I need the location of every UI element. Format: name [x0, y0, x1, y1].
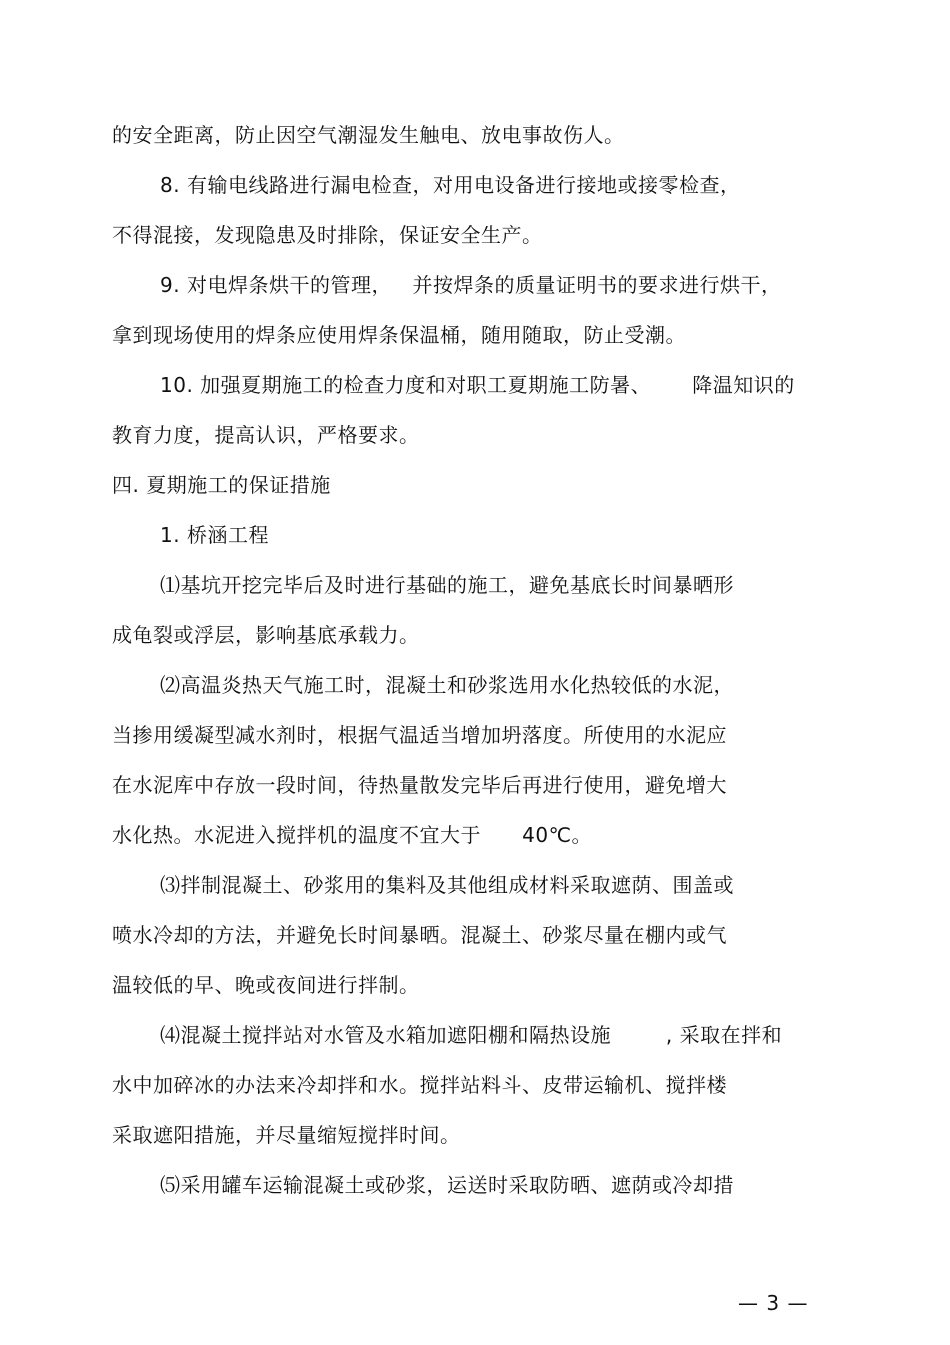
body-text-line: 水中加碎冰的办法来冷却拌和水。搅拌站料斗、皮带运输机、搅拌楼	[112, 1073, 727, 1097]
body-text-line: 的安全距离，防止因空气潮湿发生触电、放电事故伤人。	[112, 123, 625, 147]
body-text-line: 水化热。水泥进入搅拌机的温度不宜大于 40℃。	[112, 823, 593, 847]
body-text-line: 教育力度，提高认识，严格要求。	[112, 423, 420, 447]
body-text-line: ⑵高温炎热天气施工时，混凝土和砂浆选用水化热较低的水泥，	[160, 673, 734, 697]
body-text-line: ⑷混凝土搅拌站对水管及水箱加遮阳棚和隔热设施 , 采取在拌和	[160, 1023, 783, 1047]
body-text-line: ⑸采用罐车运输混凝土或砂浆，运送时采取防晒、遮荫或冷却措	[160, 1173, 734, 1197]
body-text-line: 当掺用缓凝型减水剂时，根据气温适当增加坍落度。所使用的水泥应	[112, 723, 727, 747]
body-text-line: 拿到现场使用的焊条应使用焊条保温桶，随用随取，防止受潮。	[112, 323, 686, 347]
body-text-line: ⑶拌制混凝土、砂浆用的集料及其他组成材料采取遮荫、围盖或	[160, 873, 734, 897]
body-text-line: 10. 加强夏期施工的检查力度和对职工夏期施工防暑、 降温知识的	[160, 373, 795, 397]
body-text-line: 成龟裂或浮层，影响基底承载力。	[112, 623, 420, 647]
subsection-heading: 1. 桥涵工程	[160, 523, 269, 547]
body-text-line: 9. 对电焊条烘干的管理， 并按焊条的质量证明书的要求进行烘干，	[160, 273, 782, 297]
body-text-line: 8. 有输电线路进行漏电检查，对用电设备进行接地或接零检查，	[160, 173, 741, 197]
page-number: — 3 —	[738, 1291, 809, 1315]
body-text-line: 在水泥库中存放一段时间，待热量散发完毕后再进行使用，避免增大	[112, 773, 727, 797]
body-text-line: 温较低的早、晚或夜间进行拌制。	[112, 973, 420, 997]
body-text-line: ⑴基坑开挖完毕后及时进行基础的施工，避免基底长时间暴晒形	[160, 573, 734, 597]
body-text-line: 喷水冷却的方法，并避免长时间暴晒。混凝土、砂浆尽量在棚内或气	[112, 923, 727, 947]
body-text-line: 采取遮阳措施，并尽量缩短搅拌时间。	[112, 1123, 461, 1147]
section-heading: 四. 夏期施工的保证措施	[112, 473, 331, 497]
body-text-line: 不得混接，发现隐患及时排除，保证安全生产。	[112, 223, 543, 247]
